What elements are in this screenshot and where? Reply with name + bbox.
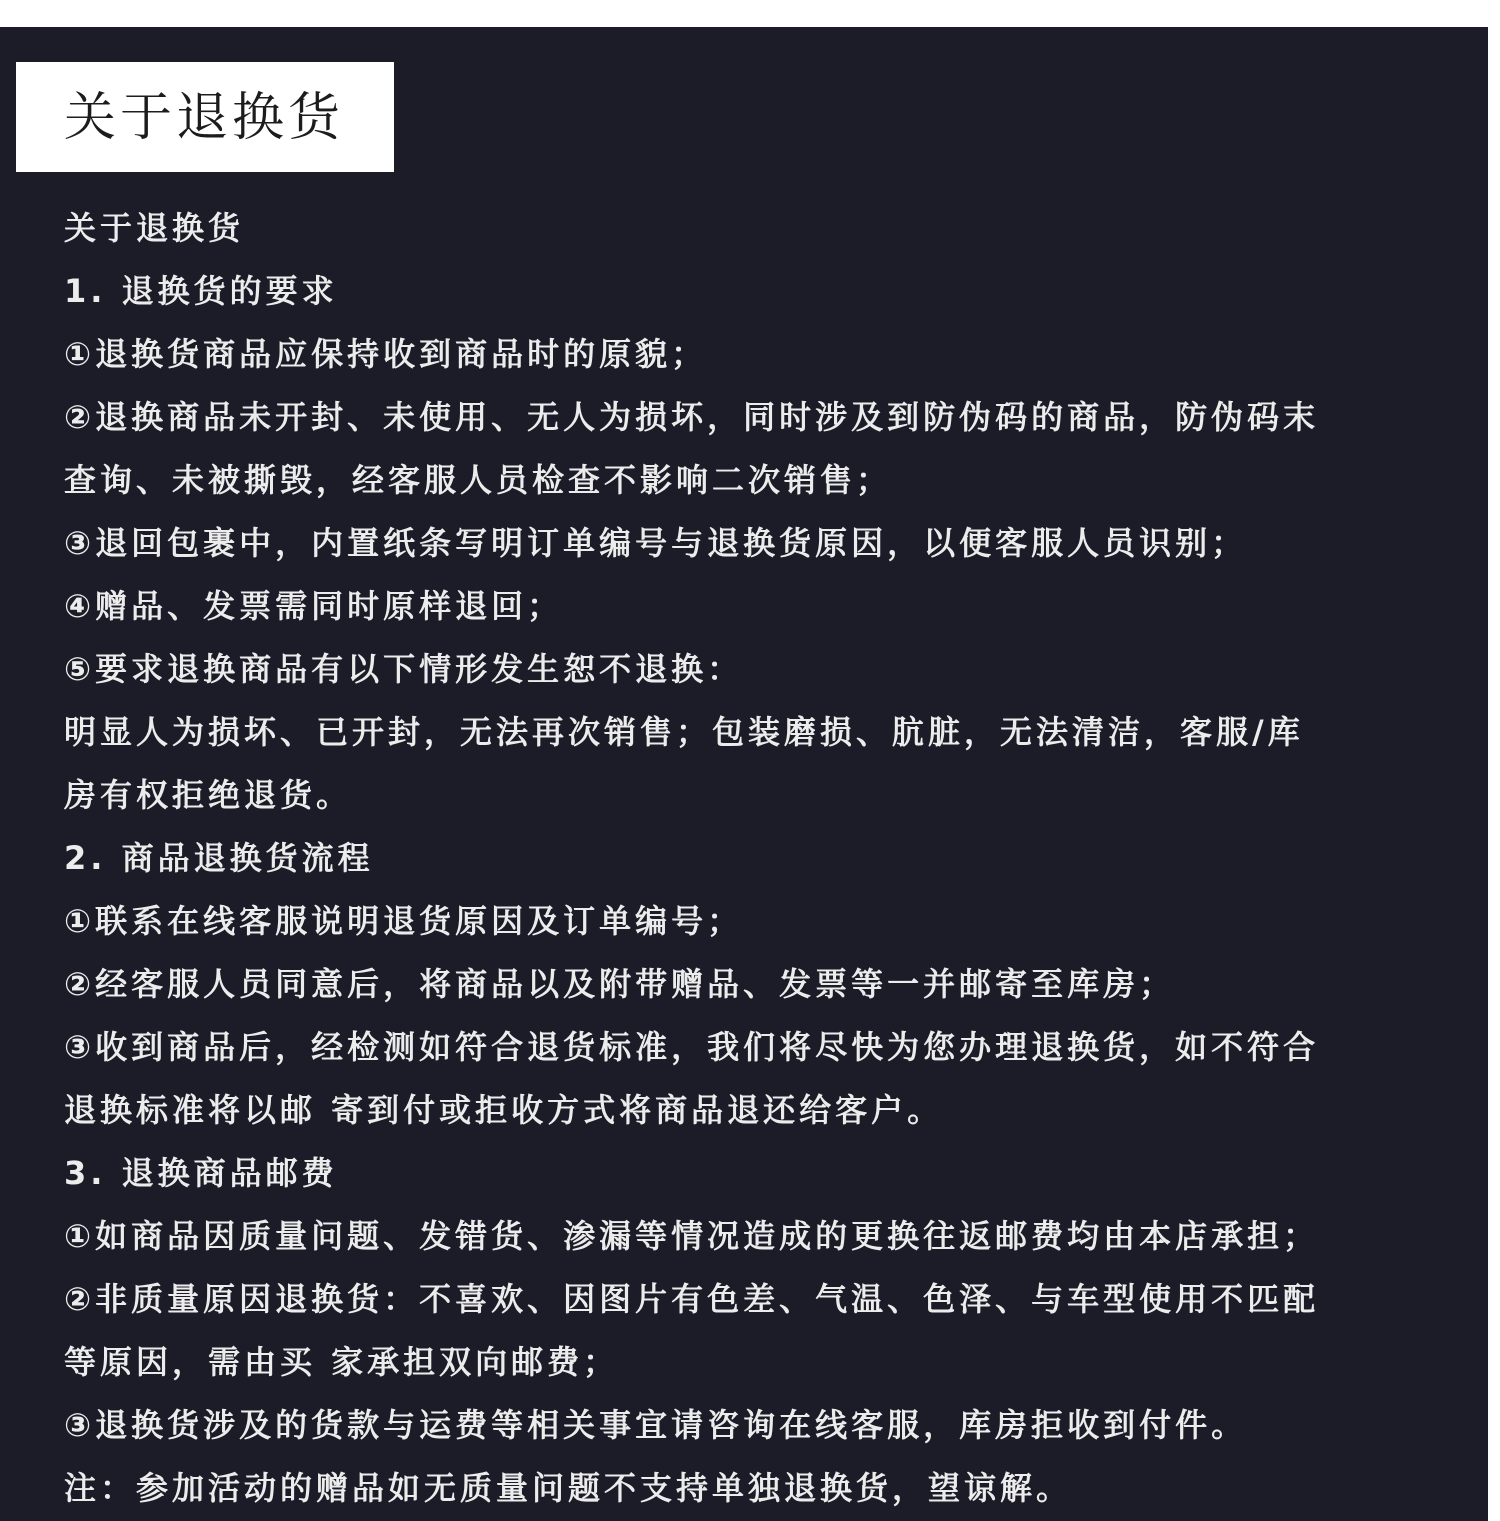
policy-line: ③退回包裹中，内置纸条写明订单编号与退换货原因，以便客服人员识别；	[64, 524, 1248, 562]
policy-line: ③退换货涉及的货款与运费等相关事宜请咨询在线客服，库房拒收到付件。	[64, 1406, 1248, 1444]
policy-line: 查询、未被撕毁，经客服人员检查不影响二次销售；	[64, 461, 893, 499]
policy-line: ①退换货商品应保持收到商品时的原貌；	[64, 335, 708, 373]
page-title: 关于退换货	[64, 88, 345, 148]
policy-line: 明显人为损坏、已开封，无法再次销售；包装磨损、肮脏，无法清洁，客服/库	[64, 713, 1304, 751]
content-panel	[0, 27, 1488, 1521]
section-heading: 1. 退换货的要求	[64, 272, 338, 310]
policy-line: 等原因，需由买 家承担双向邮费；	[64, 1343, 620, 1381]
policy-line: ②经客服人员同意后，将商品以及附带赠品、发票等一并邮寄至库房；	[64, 965, 1176, 1003]
policy-line: 房有权拒绝退货。	[64, 776, 353, 814]
policy-line: ⑤要求退换商品有以下情形发生恕不退换：	[64, 650, 744, 688]
policy-line: ④赠品、发票需同时原样退回；	[64, 587, 564, 625]
section-heading: 2. 商品退换货流程	[64, 839, 374, 877]
policy-line: 退换标准将以邮 寄到付或拒收方式将商品退还给客户。	[64, 1091, 944, 1129]
policy-line: ①如商品因质量问题、发错货、渗漏等情况造成的更换往返邮费均由本店承担；	[64, 1217, 1320, 1255]
title-banner	[16, 62, 394, 172]
note-line: 注：参加活动的赠品如无质量问题不支持单独退换货，望谅解。	[64, 1469, 1073, 1507]
policy-line: ②非质量原因退换货：不喜欢、因图片有色差、气温、色泽、与车型使用不匹配	[64, 1280, 1320, 1318]
policy-text	[64, 197, 1454, 1520]
policy-line: ③收到商品后，经检测如符合退货标准，我们将尽快为您办理退换货，如不符合	[64, 1028, 1320, 1066]
policy-line: ①联系在线客服说明退货原因及订单编号；	[64, 902, 744, 940]
section-heading: 3. 退换商品邮费	[64, 1154, 338, 1192]
section-heading: 关于退换货	[64, 209, 245, 247]
policy-line: ②退换商品未开封、未使用、无人为损坏，同时涉及到防伪码的商品，防伪码末	[64, 398, 1320, 436]
